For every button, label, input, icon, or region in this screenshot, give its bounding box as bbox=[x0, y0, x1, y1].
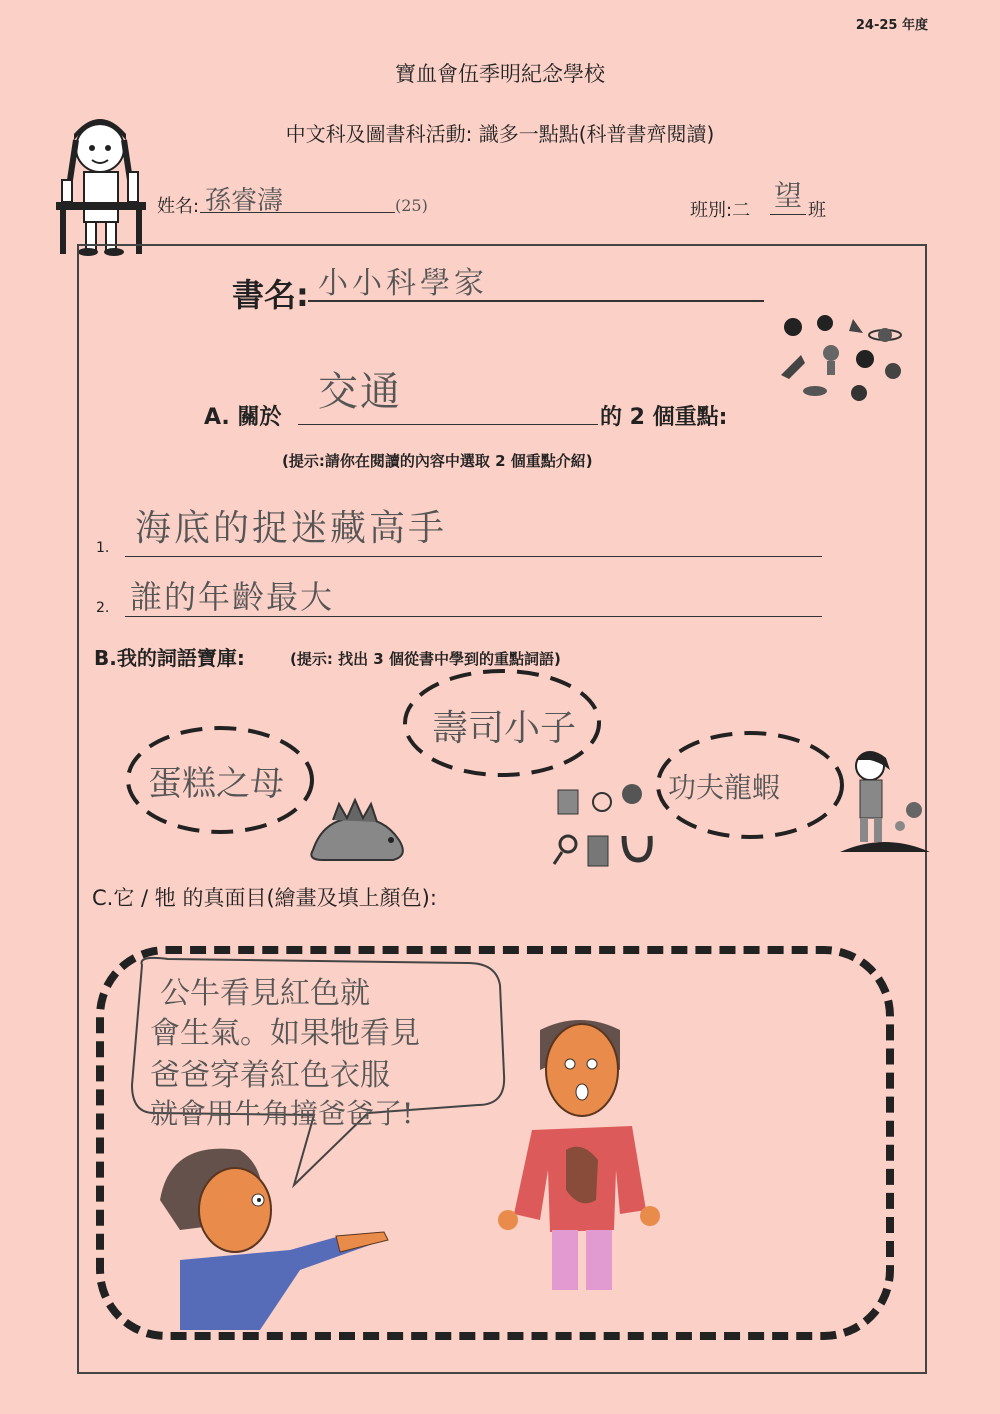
class-underline bbox=[770, 214, 806, 215]
space-icons bbox=[775, 315, 905, 405]
section-b-label: B.我的詞語寶庫: bbox=[94, 646, 245, 670]
point-2-text: 誰的年齡最大 bbox=[130, 578, 335, 616]
section-b-hint: (提示: 找出 3 個從書中學到的重點詞語) bbox=[290, 650, 561, 668]
class-label-prefix: 班別:二 bbox=[690, 200, 751, 221]
science-tools-icon bbox=[552, 780, 652, 880]
child-pointing-drawing bbox=[140, 1140, 400, 1330]
speech-line-1: 公牛看見紅色就 bbox=[160, 976, 370, 1011]
topic-value: 交通 bbox=[318, 369, 402, 415]
point-2-number: 2. bbox=[96, 600, 110, 616]
word-3: 功夫龍蝦 bbox=[668, 771, 781, 804]
school-name: 寶血會伍季明紀念學校 bbox=[395, 62, 605, 86]
year-label: 24-25 年度 bbox=[855, 18, 928, 33]
name-value: 孫睿濤 bbox=[205, 186, 284, 216]
point-1-underline bbox=[125, 556, 822, 557]
topic-underline bbox=[298, 424, 598, 425]
book-label: 書名: bbox=[232, 276, 309, 314]
scientist-girl-icon bbox=[52, 110, 162, 260]
section-c-label: C.它 / 牠 的真面目(繪畫及填上顏色): bbox=[92, 886, 437, 910]
activity-title: 中文科及圖書科活動: 識多一點點(科普書齊閱讀) bbox=[285, 122, 715, 146]
word-2: 壽司小子 bbox=[432, 708, 577, 749]
word-1: 蛋糕之母 bbox=[148, 764, 284, 804]
section-a-hint: (提示:請你在閱讀的內容中選取 2 個重點介紹) bbox=[282, 452, 593, 470]
girl-gardening-icon bbox=[840, 740, 930, 860]
section-a-label: A. 關於 bbox=[204, 405, 282, 430]
speech-line-3: 爸爸穿着紅色衣服 bbox=[150, 1058, 390, 1093]
point-1-number: 1. bbox=[96, 540, 110, 556]
section-a-suffix: 的 2 個重點: bbox=[600, 405, 728, 430]
class-value: 望 bbox=[774, 179, 803, 212]
class-label-suffix: 班 bbox=[808, 200, 826, 221]
name-label: 姓名: bbox=[157, 196, 200, 217]
point-1-text: 海底的捉迷藏高手 bbox=[135, 508, 448, 549]
student-number: (25) bbox=[395, 196, 428, 215]
dinosaur-icon bbox=[303, 790, 413, 870]
father-in-red-drawing bbox=[470, 1010, 670, 1310]
speech-line-2: 會生氣。如果牠看見 bbox=[150, 1016, 420, 1051]
book-value: 小小科學家 bbox=[318, 266, 488, 301]
speech-line-4: 就會用牛角撞爸爸了! bbox=[150, 1097, 414, 1130]
